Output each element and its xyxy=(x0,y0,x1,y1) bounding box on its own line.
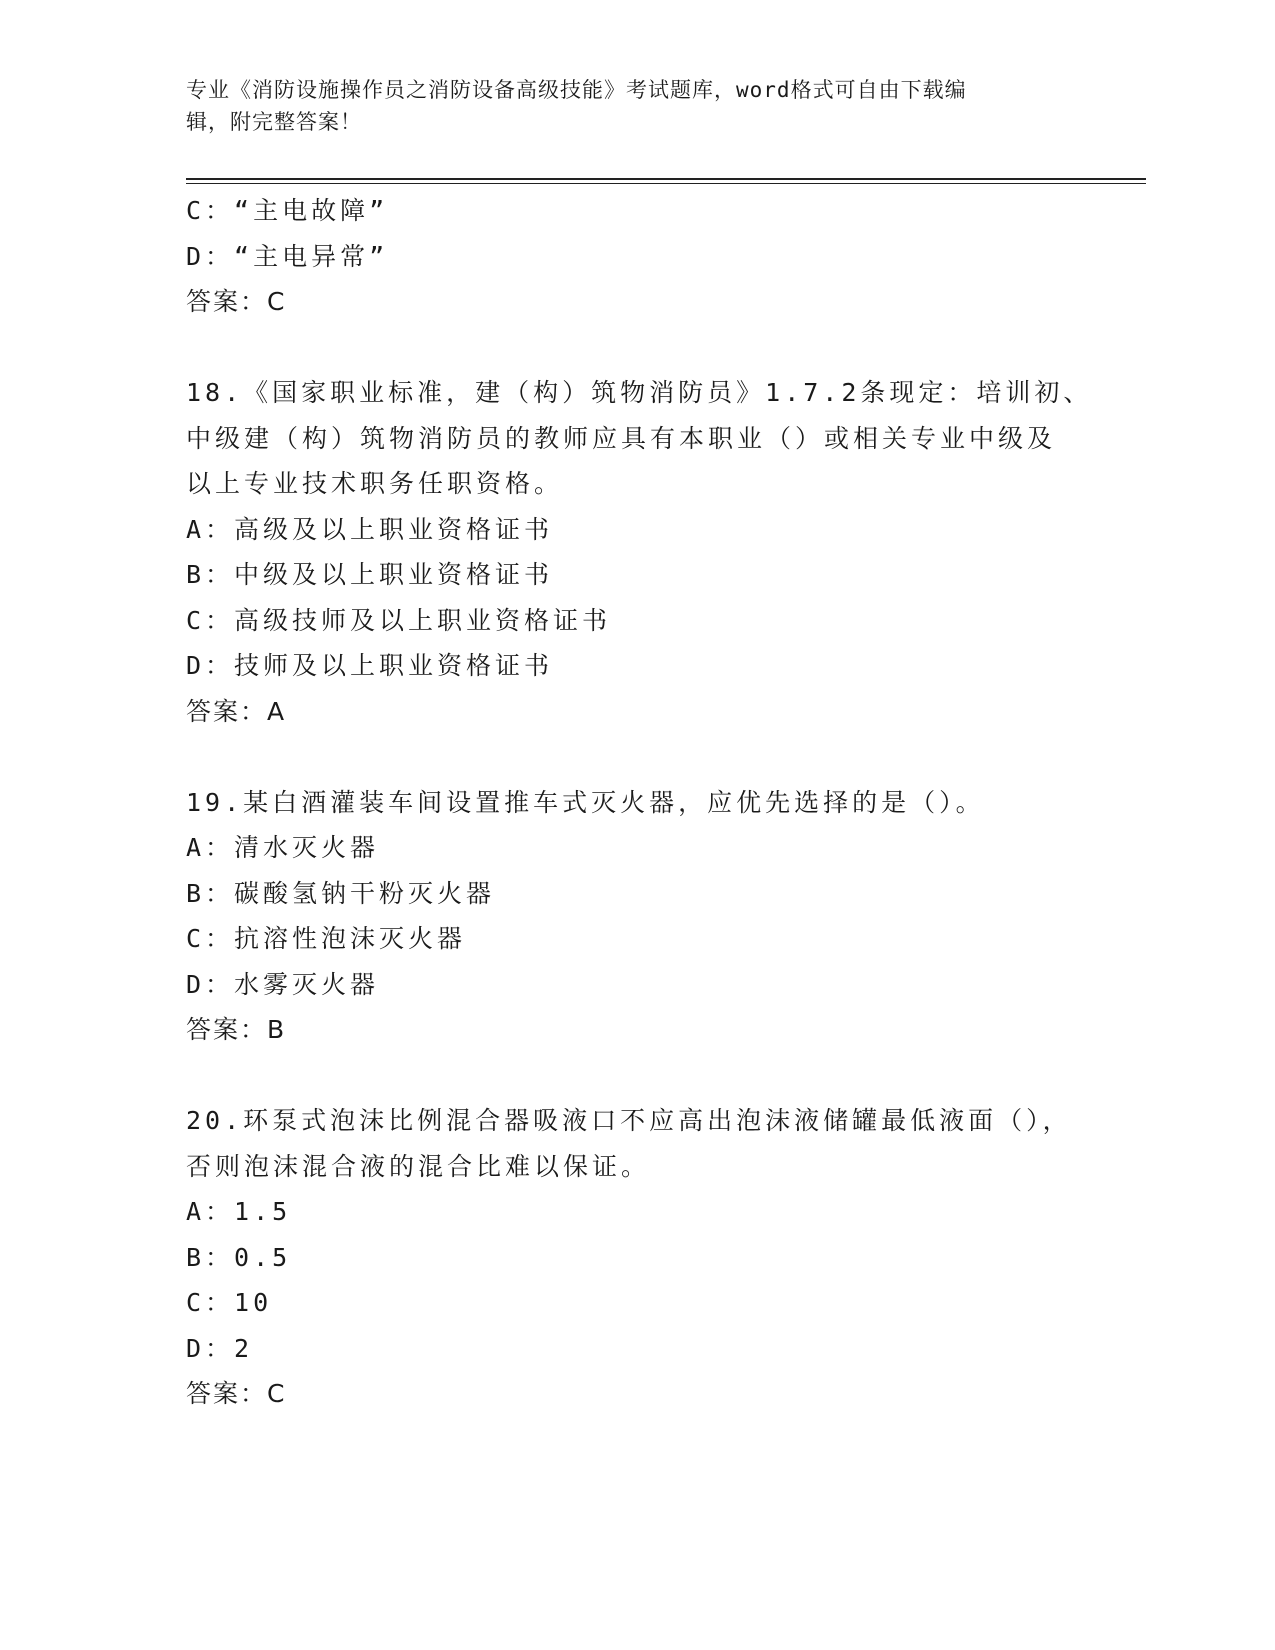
stem-line: 20.环泵式泡沫比例混合器吸液口不应高出泡沫液储罐最低液面（）， xyxy=(186,1106,1072,1135)
stem-line: 中级建（构）筑物消防员的教师应具有本职业（）或相关专业中级及 xyxy=(186,423,1057,453)
option-b: B：0.5 xyxy=(186,1242,292,1272)
header-divider-thin xyxy=(186,183,1146,184)
question-stem xyxy=(186,370,1093,507)
option-c: C：抗溶性泡沫灭火器 xyxy=(186,924,467,953)
question-list xyxy=(186,188,1093,1417)
header-divider-thick xyxy=(186,178,1146,180)
answer-line: 答案：B xyxy=(186,1015,287,1044)
option-c: C：“主电故障” xyxy=(186,196,389,225)
option-c: C：10 xyxy=(186,1288,273,1317)
option-c: C：高级技师及以上职业资格证书 xyxy=(186,605,612,635)
stem-line: 以上专业技术职务任职资格。 xyxy=(186,469,564,498)
option-a: A：高级及以上职业资格证书 xyxy=(186,514,554,544)
question-19 xyxy=(186,780,1086,1053)
option-b: B：中级及以上职业资格证书 xyxy=(186,560,554,589)
header-line-1: 专业《消防设施操作员之消防设备高级技能》考试题库，word格式可自由下载编 xyxy=(186,78,967,102)
option-a: A：1.5 xyxy=(186,1197,292,1226)
spacer xyxy=(186,734,1086,780)
option-d: D：水雾灭火器 xyxy=(186,969,380,999)
header-line-2: 辑，附完整答案！ xyxy=(186,110,362,134)
option-d: D：“主电异常” xyxy=(186,241,389,271)
question-18 xyxy=(186,370,1093,734)
option-d: D：2 xyxy=(186,1333,254,1363)
option-b: B：碳酸氢钠干粉灭火器 xyxy=(186,878,496,908)
spacer xyxy=(186,325,1086,371)
stem-line: 18.《国家职业标准，建（构）筑物消防员》1.7.2条现定：培训初、 xyxy=(186,378,1093,407)
document-header xyxy=(186,74,1086,138)
previous-question-tail xyxy=(186,188,1086,325)
stem-line: 19.某白酒灌装车间设置推车式灭火器，应优先选择的是（）。 xyxy=(186,787,985,817)
answer-line: 答案：C xyxy=(186,1379,287,1408)
question-stem xyxy=(186,780,1086,826)
option-a: A：清水灭火器 xyxy=(186,833,380,862)
answer-line: 答案：C xyxy=(186,287,287,316)
spacer xyxy=(186,1053,1086,1099)
question-stem xyxy=(186,1098,1086,1189)
option-d: D：技师及以上职业资格证书 xyxy=(186,651,554,680)
answer-line: 答案：A xyxy=(186,696,287,726)
question-20 xyxy=(186,1098,1086,1417)
stem-line: 否则泡沫混合液的混合比难以保证。 xyxy=(186,1151,651,1181)
